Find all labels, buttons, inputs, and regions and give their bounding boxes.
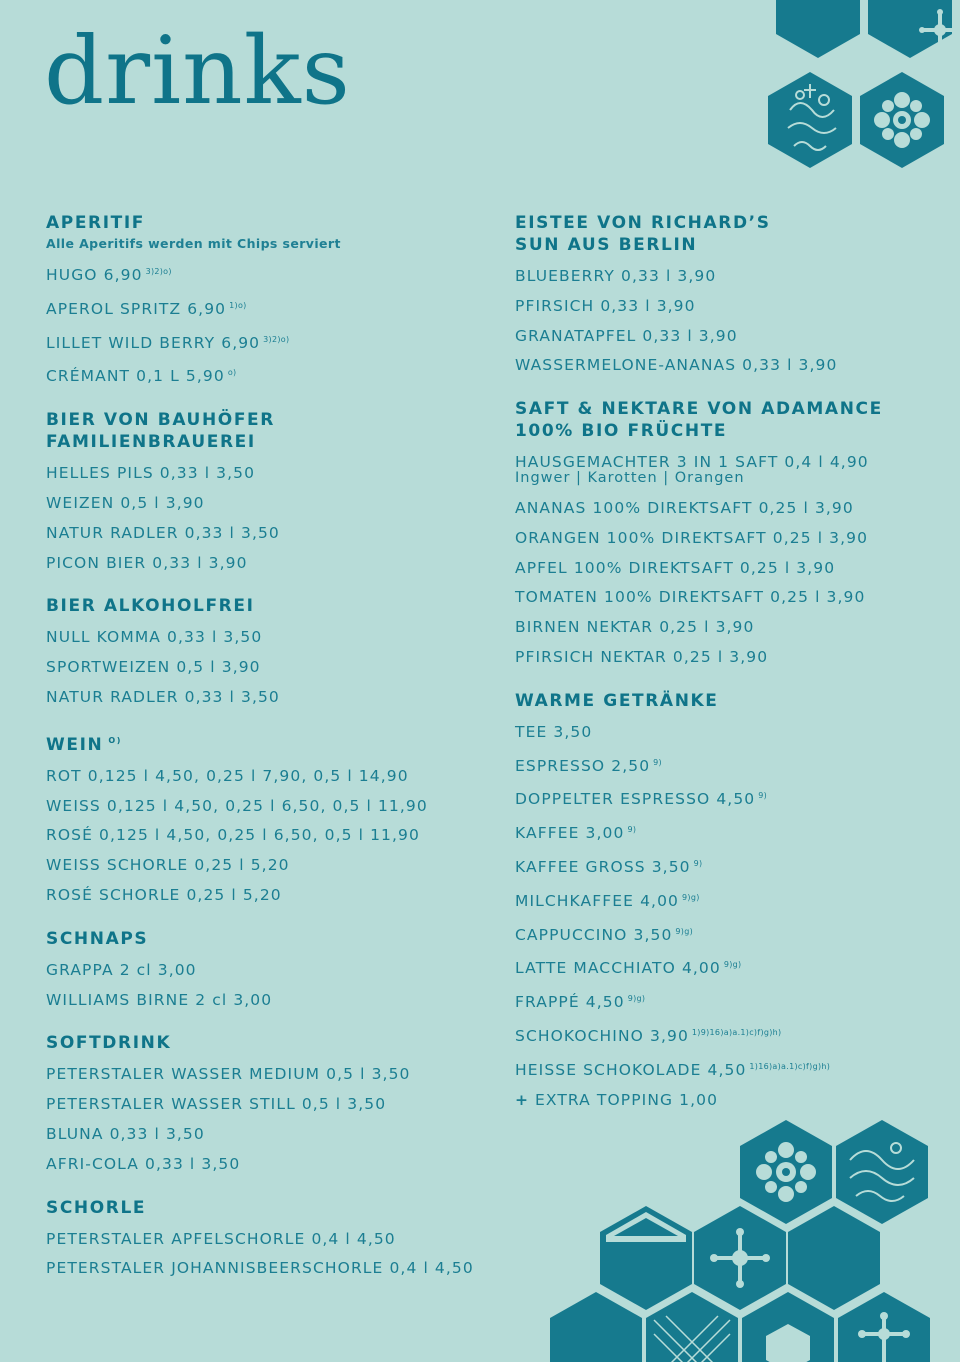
menu-item-footnote: 1)16)a)a.1)c)f)g)h)	[749, 1061, 831, 1071]
section-title-line: WARME GETRÄNKE	[515, 690, 719, 711]
menu-item-text: ORANGEN 100% DIREKTSAFT 0,25 l 3,90	[515, 528, 869, 547]
menu-item	[515, 494, 955, 524]
section-title-line: BIER ALKOHOLFREI	[46, 596, 255, 617]
menu-item	[515, 781, 955, 815]
menu-item	[515, 613, 955, 643]
menu-item	[46, 1254, 486, 1284]
menu-item	[46, 986, 486, 1016]
menu-item	[46, 881, 486, 911]
section-title	[46, 1032, 486, 1054]
menu-item-text: KAFFEE GROSS 3,50	[515, 857, 691, 876]
menu-item-text: HAUSGEMACHTER 3 IN 1 SAFT 0,4 l 4,90	[515, 453, 869, 472]
menu-section	[46, 730, 486, 911]
section-title	[515, 398, 955, 442]
menu-section	[46, 1197, 486, 1285]
hexagon-tile-bottom-house	[600, 1206, 692, 1310]
menu-item-text: TOMATEN 100% DIREKTSAFT 0,25 l 3,90	[515, 588, 866, 607]
menu-item	[46, 851, 486, 881]
menu-item-text: PFIRSICH NEKTAR 0,25 l 3,90	[515, 647, 769, 666]
menu-item	[46, 623, 486, 653]
menu-item	[515, 292, 955, 322]
menu-item	[46, 653, 486, 683]
hexagon-tile-top-1	[776, 0, 860, 58]
menu-item-text: KAFFEE 3,00	[515, 824, 625, 843]
menu-item	[46, 1090, 486, 1120]
menu-item	[515, 984, 955, 1018]
menu-item-footnote: 9)g)	[723, 960, 742, 970]
menu-section	[46, 928, 486, 1016]
menu-item-text: PETERSTALER APFELSCHORLE 0,4 l 4,50	[46, 1229, 396, 1248]
hexagon-tile-bottom-fish	[836, 1120, 928, 1224]
menu-item-text: NULL KOMMA 0,33 l 3,50	[46, 628, 263, 647]
section-title	[46, 730, 486, 756]
section-title-line: BIER VON BAUHÖFER	[46, 410, 275, 431]
menu-item	[46, 683, 486, 713]
menu-item-text: PICON BIER 0,33 l 3,90	[46, 553, 248, 572]
menu-item-footnote: 9)g)	[682, 892, 700, 902]
menu-item	[515, 524, 955, 554]
menu-item-text: GRAPPA 2 cl 3,00	[46, 960, 197, 979]
section-title	[46, 928, 486, 950]
menu-section	[46, 595, 486, 712]
section-title-line: FAMILIENBRAUEREI	[46, 432, 256, 453]
menu-item-text: BIRNEN NEKTAR 0,25 l 3,90	[515, 618, 755, 637]
section-title	[46, 1197, 486, 1219]
menu-item-text: ROT 0,125 l 4,50, 0,25 l 7,90, 0,5 l 14,90	[46, 766, 409, 785]
menu-item-text: FRAPPÉ 4,50	[515, 993, 625, 1012]
hexagon-tile-bottom-plain	[788, 1206, 880, 1310]
hexagon-tile-top-flower	[860, 72, 944, 168]
menu-item-text: EXTRA TOPPING 1,00	[535, 1090, 719, 1109]
menu-item-text: AFRI-COLA 0,33 l 3,50	[46, 1154, 241, 1173]
menu-item-text: APFEL 100% DIREKTSAFT 0,25 l 3,90	[515, 558, 836, 577]
menu-item-footnote: 9)	[758, 791, 768, 801]
menu-item-footnote: 3)2)o)	[263, 334, 290, 344]
menu-item-text: NATUR RADLER 0,33 l 3,50	[46, 523, 280, 542]
menu-section	[46, 409, 486, 578]
menu-item-footnote: 9)	[627, 825, 637, 835]
section-title-line: SOFTDRINK	[46, 1033, 172, 1054]
menu-item-text: BLUEBERRY 0,33 l 3,90	[515, 267, 717, 285]
hexagon-tile-top-snow	[868, 0, 960, 58]
menu-item-text: CRÉMANT 0,1 L 5,90	[46, 367, 225, 386]
menu-item	[515, 643, 955, 673]
menu-item	[46, 1120, 486, 1150]
menu-item-text: HUGO 6,90	[46, 266, 143, 284]
plus-icon: +	[515, 1090, 530, 1109]
menu-item-text: HELLES PILS 0,33 l 3,50	[46, 464, 256, 483]
menu-item-text: APEROL SPRITZ 6,90	[46, 299, 227, 318]
menu-item-footnote: 3)2)o)	[145, 267, 172, 276]
menu-section	[515, 212, 955, 381]
menu-item	[515, 262, 955, 292]
menu-item-text: PETERSTALER WASSER STILL 0,5 l 3,50	[46, 1095, 387, 1114]
menu-item	[515, 748, 955, 782]
menu-item	[46, 489, 486, 519]
menu-item-footnote: 9)	[693, 858, 703, 868]
menu-item-footnote: 9)g)	[675, 926, 694, 936]
menu-item-text: WASSERMELONE-ANANAS 0,33 l 3,90	[515, 356, 838, 375]
section-title-line: EISTEE VON RICHARD’S	[515, 213, 771, 233]
menu-item-text: PETERSTALER JOHANNISBEERSCHORLE 0,4 l 4,50	[46, 1259, 474, 1278]
menu-item	[46, 291, 486, 325]
menu-item-description: Ingwer | Karotten | Orangen	[515, 469, 745, 486]
menu-item-text: ANANAS 100% DIREKTSAFT 0,25 l 3,90	[515, 498, 854, 517]
menu-item	[515, 849, 955, 883]
right-column	[515, 212, 955, 1132]
menu-item-text: DOPPELTER ESPRESSO 4,50	[515, 790, 756, 809]
section-title-line: 100% BIO FRÜCHTE	[515, 421, 728, 442]
menu-item	[515, 950, 955, 984]
hexagon-tile-pattern-bottom	[550, 1120, 960, 1362]
section-title-line: WEIN	[46, 734, 104, 755]
menu-section	[515, 690, 955, 1116]
hexagon-tile-bottom-leaf	[838, 1292, 930, 1362]
menu-item-footnote: 1)o)	[229, 300, 247, 310]
hexagon-tile-bottom-flower	[740, 1120, 832, 1224]
menu-item	[515, 815, 955, 849]
menu-item	[515, 883, 955, 917]
left-column	[46, 212, 486, 1301]
menu-item	[515, 554, 955, 584]
menu-item	[46, 821, 486, 851]
menu-item	[46, 519, 486, 549]
menu-item-text: MILCHKAFFEE 4,00	[515, 891, 680, 910]
section-title	[46, 212, 486, 234]
menu-item-text: HEISSE SCHOKOLADE 4,50	[515, 1060, 747, 1079]
menu-item	[46, 257, 486, 291]
menu-section	[46, 212, 486, 392]
menu-item-text: PETERSTALER WASSER MEDIUM 0,5 l 3,50	[46, 1065, 411, 1084]
menu-item-text: SPORTWEIZEN 0,5 l 3,90	[46, 658, 261, 677]
menu-item	[515, 718, 955, 748]
menu-item-text: SCHOKOCHINO 3,90	[515, 1026, 689, 1045]
menu-item-text: WILLIAMS BIRNE 2 cl 3,00	[46, 990, 273, 1009]
menu-item	[46, 1150, 486, 1180]
menu-item	[515, 448, 955, 486]
menu-item	[46, 792, 486, 822]
page-title: drinks	[44, 17, 351, 126]
hexagon-tile-bottom-ring	[742, 1292, 834, 1362]
menu-item	[46, 459, 486, 489]
menu-item-text: WEISS SCHORLE 0,25 l 5,20	[46, 856, 290, 875]
menu-section	[46, 1032, 486, 1179]
section-title-line: APERITIF	[46, 213, 145, 233]
menu-item	[515, 583, 955, 613]
menu-item-text: ESPRESSO 2,50	[515, 756, 651, 775]
menu-item-text: CAPPUCCINO 3,50	[515, 925, 673, 944]
menu-item-text: LATTE MACCHIATO 4,00	[515, 959, 721, 978]
menu-item	[46, 549, 486, 579]
hexagon-tile-bottom-left	[550, 1292, 642, 1362]
menu-item	[515, 1052, 955, 1086]
section-title	[515, 212, 955, 256]
menu-item-text: PFIRSICH 0,33 l 3,90	[515, 296, 696, 315]
section-note: Alle Aperitifs werden mit Chips serviert	[46, 236, 341, 251]
menu-item-text: NATUR RADLER 0,33 l 3,50	[46, 687, 280, 706]
hexagon-tile-bottom-lattice	[646, 1292, 738, 1362]
menu-item	[46, 1060, 486, 1090]
menu-item	[46, 956, 486, 986]
menu-item	[46, 762, 486, 792]
menu-item-text: WEIZEN 0,5 l 3,90	[46, 493, 205, 512]
menu-item	[46, 358, 486, 392]
section-title	[515, 690, 955, 712]
menu-section	[515, 398, 955, 673]
menu-item-text: LILLET WILD BERRY 6,90	[46, 333, 261, 352]
menu-item-text: GRANATAPFEL 0,33 l 3,90	[515, 326, 738, 345]
hexagon-tile-top-coral	[768, 72, 852, 168]
menu-item-text: ROSÉ 0,125 l 4,50, 0,25 l 6,50, 0,5 l 11,90	[46, 826, 420, 845]
section-title	[46, 595, 486, 617]
menu-item-footnote: 9)	[653, 757, 662, 767]
section-title-footnote: O)	[108, 735, 122, 745]
section-title	[46, 409, 486, 453]
section-title-line: SCHNAPS	[46, 928, 149, 949]
menu-item	[46, 325, 486, 359]
menu-item-text: TEE 3,50	[515, 722, 593, 741]
menu-item	[46, 1225, 486, 1255]
menu-item	[515, 322, 955, 352]
menu-item	[515, 1086, 955, 1116]
section-title-line: SCHORLE	[46, 1197, 147, 1218]
menu-item-footnote: 1)9)16)a)a.1)c)f)g)h)	[691, 1027, 782, 1037]
menu-item-text: WEISS 0,125 l 4,50, 0,25 l 6,50, 0,5 l 11,90	[46, 796, 428, 815]
menu-item-footnote: o)	[227, 368, 237, 378]
section-title-line: SUN AUS BERLIN	[515, 235, 698, 255]
menu-item	[515, 351, 955, 381]
hexagon-tile-bottom-snow	[694, 1206, 786, 1310]
section-title-line: SAFT & NEKTARE VON ADAMANCE	[515, 399, 883, 420]
menu-item-footnote: 9)g)	[627, 994, 646, 1004]
menu-item-text: BLUNA 0,33 l 3,50	[46, 1124, 205, 1143]
menu-item	[515, 917, 955, 951]
menu-item	[515, 1018, 955, 1052]
menu-item-text: ROSÉ SCHORLE 0,25 l 5,20	[46, 885, 282, 904]
hexagon-tile-pattern-top	[760, 0, 960, 185]
